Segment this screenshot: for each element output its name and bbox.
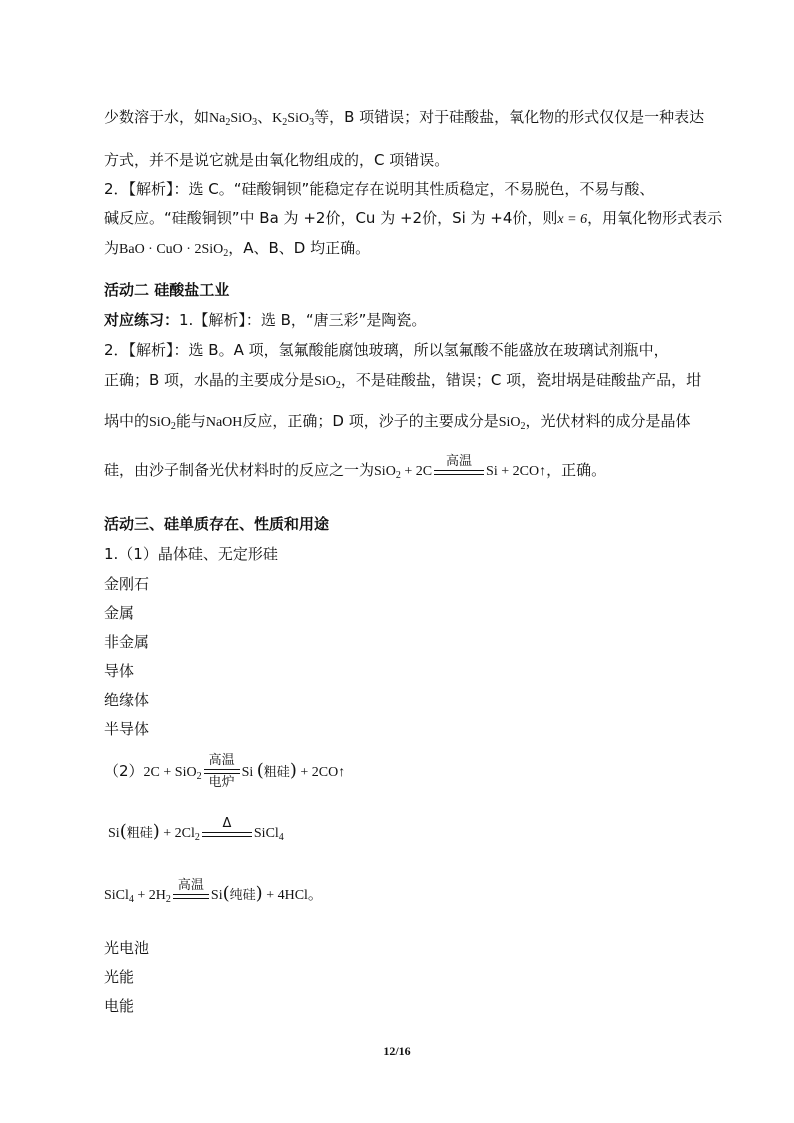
formula-x: x = 6	[557, 212, 588, 227]
eq2-reactants: Si(粗硅) + $2Cl_2$	[108, 821, 200, 843]
text: ，正确。	[546, 461, 607, 479]
text: 等，B 项错误；对于硅酸盐，氧化物的形式仅仅是一种表达	[314, 108, 705, 126]
eq2-products: SiCl$_4$	[253, 826, 284, 843]
para1-line2: 方式，并不是说它就是由氧化物组成的，C 项错误。	[104, 151, 450, 169]
formula-naoh: NaOH	[205, 415, 243, 430]
eq3-reactants: SiCl$_4$ + $2H_2$	[104, 888, 171, 905]
formula-sio2: SiO$_2$	[498, 415, 526, 432]
answer-1: 金刚石	[104, 575, 150, 593]
text: 硅，由沙子制备光伏材料时的反应之一为	[104, 461, 375, 479]
formula-k2sio3: $K_2SiO_3$	[272, 111, 315, 128]
text: 少数溶于水，如	[104, 108, 210, 126]
section2-p2-line2	[104, 370, 701, 392]
reaction-arrow: 高温 电炉	[204, 753, 240, 790]
text: 埚中的	[104, 412, 150, 430]
text: ，A、B、D 均正确。	[228, 239, 371, 257]
section2-title: 活动二 硅酸盐工业	[104, 281, 230, 299]
reaction-arrow: Δ	[202, 816, 252, 838]
reaction-arrow: 高温	[173, 878, 209, 900]
formula-sio2: SiO$_2$	[149, 415, 176, 432]
formula-sio2: SiO$_2$	[314, 374, 341, 391]
text: （2）	[104, 762, 144, 780]
text: 为	[104, 239, 120, 257]
page-number: 12/16	[383, 1044, 411, 1058]
answer-3: 非金属	[104, 633, 150, 651]
para1-line1	[104, 107, 704, 129]
text: 对应练习：	[104, 311, 180, 329]
text: ，不是硅酸盐，错误；C 项，瓷坩埚是硅酸盐产品，坩	[340, 371, 702, 389]
eq3-products: Si(纯硅) + 4HCl	[210, 883, 308, 904]
section3-title: 活动三、硅单质存在、性质和用途	[104, 515, 330, 533]
section3-item1: 1.（1）晶体硅、无定形硅	[104, 545, 278, 563]
formula-bao-cuo-sio2: BaO · CuO · 2SiO$_2$	[119, 242, 229, 259]
section2-p1	[104, 310, 426, 330]
answer2-1: 光电池	[104, 939, 150, 957]
para2-line1: 2．【解析】：选 C。“硅酸铜钡”能稳定存在说明其性质稳定，不易脱色，不易与酸、	[104, 180, 655, 198]
section2-p2-line1: 2．【解析】：选 B。A 项，氢氟酸能腐蚀玻璃，所以氢氟酸不能盛放在玻璃试剂瓶中，	[104, 341, 669, 359]
section2-p2-line3	[104, 411, 691, 433]
text: 反应，正确；D 项，沙子的主要成分是	[242, 412, 499, 430]
formula-na2sio3: $Na_2SiO_3$	[209, 111, 258, 128]
text: 正确；B 项，水晶的主要成分是	[104, 371, 315, 389]
answer-2: 金属	[104, 604, 135, 622]
equation-2	[108, 815, 284, 849]
answer2-2: 光能	[104, 968, 135, 986]
answer-6: 半导体	[104, 720, 150, 738]
eq1-products: Si (粗硅) + 2CO↑	[241, 760, 346, 781]
text: ，光伏材料的成分是晶体	[525, 412, 691, 430]
text: 1.【解析】：选 B，“唐三彩”是陶瓷。	[179, 311, 427, 329]
text: 能与	[175, 412, 206, 430]
answer2-3: 电能	[104, 997, 135, 1015]
text: 碱反应。“硅酸铜钡”中 Ba 为 +2价，Cu 为 +2价，Si 为 +4价，则	[104, 209, 558, 227]
eq1-reactants: 2C + SiO$_2$	[143, 765, 202, 782]
text: 、	[257, 108, 273, 126]
equation-3	[104, 877, 323, 911]
para2-line3	[104, 238, 370, 260]
reaction-arrow: 高温	[434, 454, 484, 476]
text: 。	[307, 885, 323, 903]
section2-p2-line4	[104, 450, 606, 490]
answer-4: 导体	[104, 662, 135, 680]
equation-sio2-c: SiO$_2$ + 2C	[374, 464, 433, 481]
equation-1	[104, 748, 345, 794]
answer-5: 绝缘体	[104, 691, 150, 709]
text: ，用氧化物形式表示	[587, 209, 723, 227]
para2-line2	[104, 208, 722, 230]
equation-products: Si + 2CO↑	[486, 464, 547, 479]
